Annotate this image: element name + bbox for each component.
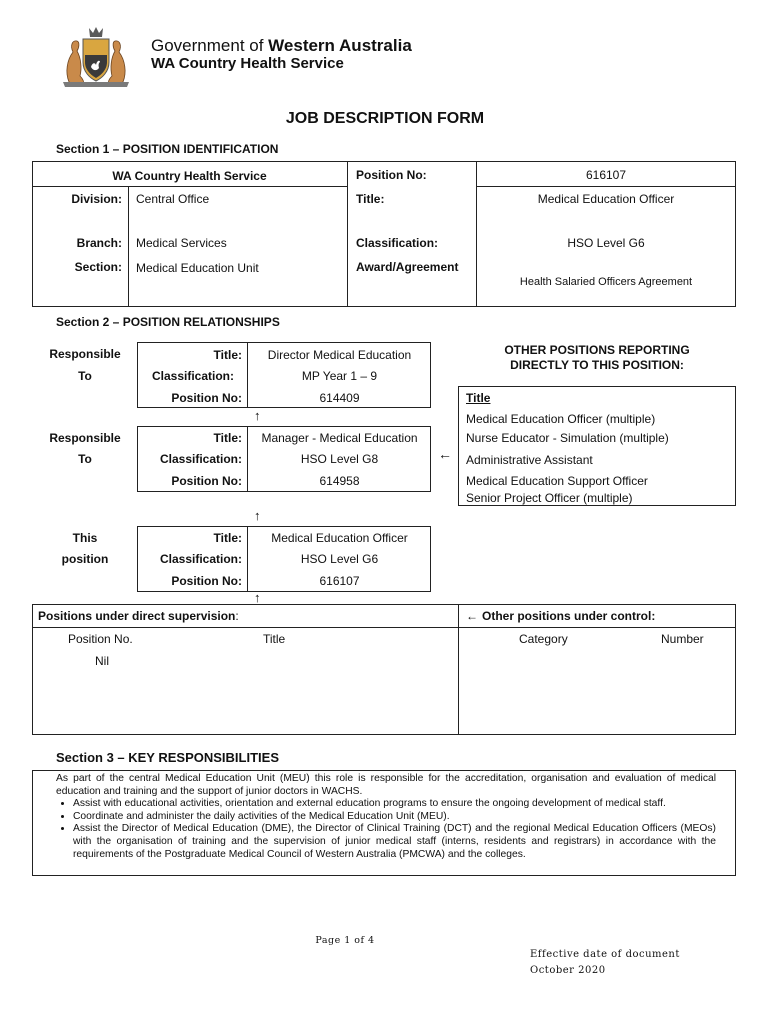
to-label-1: To [78,369,92,383]
page-number: Page 1 of 4 [315,935,375,946]
to-label-2: To [78,452,92,466]
classification-label: Classification: [356,236,439,250]
effective-date-label: Effective date of document [530,949,680,960]
other-positions-heading-2: DIRECTLY TO THIS POSITION: [510,358,684,372]
responsibility-item: • Assist the Director of Medical Education (DME), the Director of Clinical Training (DCT) and the regional Medical Education Officers (MEOs) with the organisation of training and the supervision of junior medical staff (interns, residents and registrars) in accordance with the requirements of the Postgraduate Medical Council of Western Australia (PMCWA) and the colleges. [73,823,716,861]
section3-heading: Section 3 – KEY RESPONSIBILITIES [56,750,279,765]
supervision-colon: : [235,609,239,623]
box1-title-label: Title: [213,348,242,362]
box3-title-label: Title: [213,531,242,545]
box3-classification-label: Classification: [159,552,242,566]
wa-crest-logo [55,24,137,90]
left-arrow-icon: ← [466,609,478,623]
branch-value: Medical Services [136,236,227,250]
org-name: WA Country Health Service [112,169,267,183]
service-line: WA Country Health Service [151,55,344,72]
responsibility-item: • Coordinate and administer the daily activities of the Medical Education Unit (MEU). [73,811,716,824]
box2-classification: HSO Level G8 [300,452,379,466]
box2-title-label: Title: [213,431,242,445]
up-arrow-icon: ↑ [254,508,261,523]
other-positions-box [458,386,736,506]
supervision-heading-text: Positions under direct supervision [38,609,236,623]
col-category: Category [519,632,568,646]
this-label: This [72,531,98,545]
section2-heading: Section 2 – POSITION RELATIONSHIPS [56,315,280,329]
supervision-heading [38,609,239,623]
award-value: Health Salaried Officers Agreement [519,276,693,288]
position-no-label: Position No: [356,168,427,182]
box1-classification: MP Year 1 – 9 [301,369,378,383]
box3-position-no: 616107 [319,574,360,588]
box1-position-no-label: Position No: [171,391,242,405]
division-label: Division: [71,192,122,206]
section-value: Medical Education Unit [136,261,259,275]
other-item-1: Medical Education Officer (multiple) [466,412,656,426]
effective-date-value: October 2020 [530,965,606,976]
box2-position-no-label: Position No: [171,474,242,488]
responsibility-item: • Assist with educational activities, orientation and external education programs to ensure the ongoing development of medical staff. [73,798,716,811]
box2-title: Manager - Medical Education [261,431,418,445]
control-heading [466,609,655,623]
section1-heading: Section 1 – POSITION IDENTIFICATION [56,142,279,156]
classification-value: HSO Level G6 [567,236,645,250]
government-prefix: Government of [151,36,269,55]
other-title-header: Title [466,391,491,405]
left-arrow-icon: ← [438,446,452,462]
form-title: JOB DESCRIPTION FORM [285,110,485,127]
up-arrow-icon: ↑ [254,590,261,605]
control-heading-text: Other positions under control: [482,609,656,623]
col-title: Title [263,632,286,646]
supervision-table [32,604,736,735]
title-label: Title: [356,192,385,206]
position-no-value: 616107 [585,168,627,182]
col-position-no: Position No. [68,632,133,646]
other-item-3: Administrative Assistant [466,453,593,467]
up-arrow-icon: ↑ [254,408,261,423]
box2-position-no: 614958 [319,474,360,488]
box3-position-no-label: Position No: [171,574,242,588]
box3-classification: HSO Level G6 [300,552,379,566]
box3-title: Medical Education Officer [271,531,408,545]
box1-title: Director Medical Education [267,348,412,362]
responsible-label-1: Responsible [49,347,121,361]
box1-classification-label: Classification: [151,369,234,383]
section-label: Section: [74,260,122,274]
box2-classification-label: Classification: [159,452,242,466]
responsibilities-intro: As part of the central Medical Education Unit (MEU) this role is responsible for the accreditation, organisation and evaluation of medical education and training and the support of junior doctors in WACHS. [56,773,716,797]
other-item-4: Medical Education Support Officer [466,474,648,488]
other-item-2: Nurse Educator - Simulation (multiple) [466,431,669,445]
responsible-label-2: Responsible [49,431,121,445]
branch-label: Branch: [76,236,122,250]
responsibilities-content [56,773,716,861]
government-state: Western Australia [268,36,412,55]
box1-position-no: 614409 [319,391,360,405]
nil-value: Nil [95,654,109,668]
government-line [151,36,412,56]
other-item-5: Senior Project Officer (multiple) [466,491,633,505]
title-value: Medical Education Officer [537,192,675,206]
col-number: Number [661,632,704,646]
other-positions-heading-1: OTHER POSITIONS REPORTING [504,343,690,357]
division-value: Central Office [136,192,210,206]
award-label: Award/Agreement [356,260,459,274]
position-label: position [61,552,109,566]
